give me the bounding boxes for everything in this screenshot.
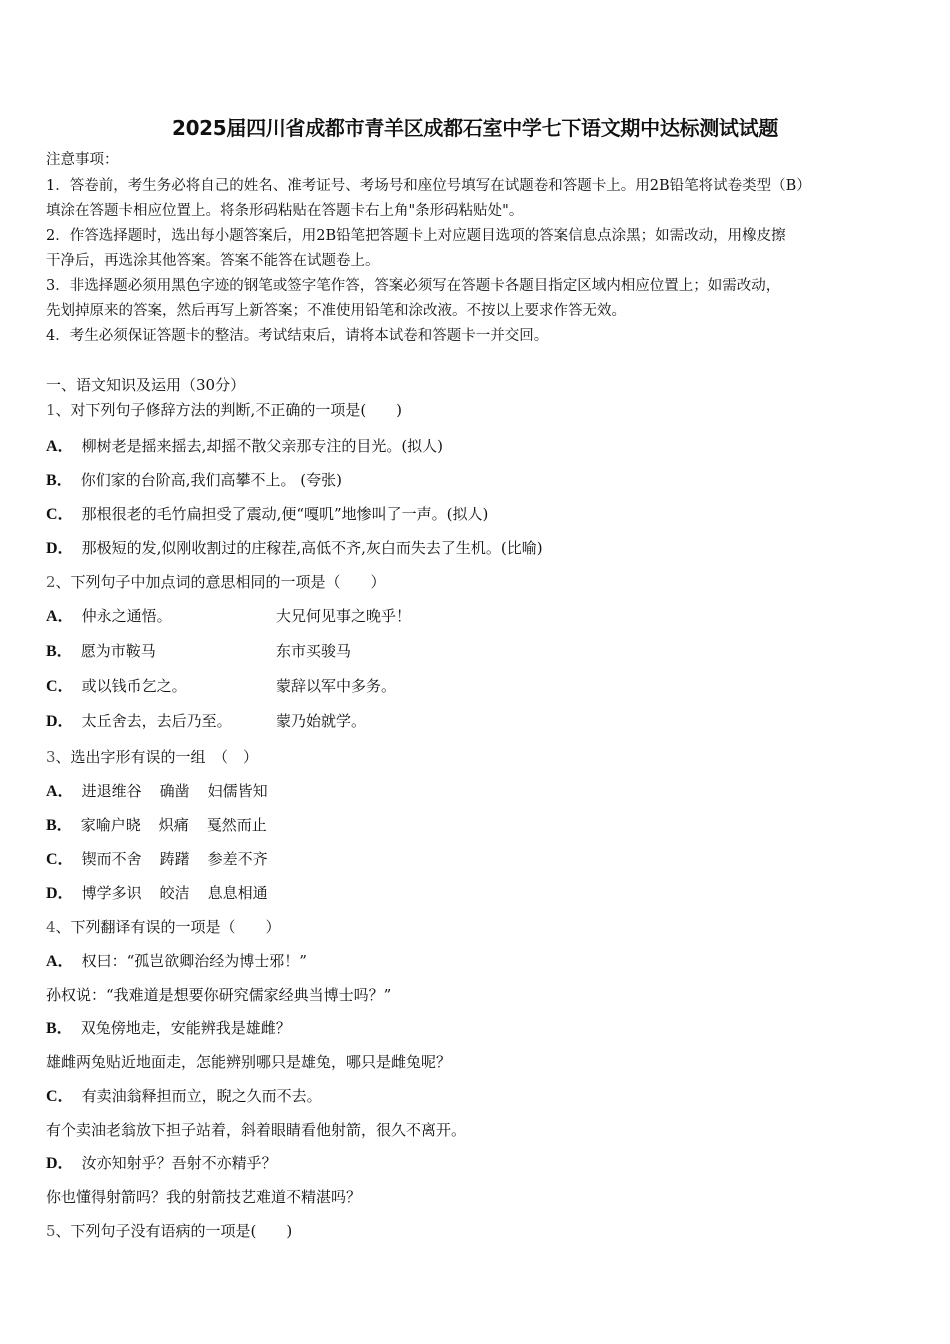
notice-line: 先划掉原来的答案，然后再写上新答案；不准使用铅笔和涂改液。不按以上要求作答无效。 (46, 303, 626, 319)
option-text: 汝亦知射乎？吾射不亦精乎？ (81, 1154, 277, 1172)
answer-option (46, 470, 342, 491)
question-number: 2 (46, 573, 56, 591)
option-text: 仲永之通悟。 (81, 607, 172, 625)
answer-option (46, 711, 232, 732)
option-label: D． (46, 885, 74, 902)
option-text: 有卖油翁释担而立，睨之久而不去。 (81, 1087, 322, 1105)
option-text-second: 蒙辞以军中多务。 (276, 677, 397, 695)
option-word: 进退维谷 (81, 782, 142, 800)
answer-option (46, 883, 268, 904)
option-text-second: 蒙乃始就学。 (276, 712, 367, 730)
answer-option (46, 781, 268, 802)
answer-option (46, 951, 307, 972)
option-label: B． (46, 817, 73, 834)
option-word: 家喻户晓 (80, 816, 141, 834)
option-label: D． (46, 713, 74, 730)
option-label: D． (46, 1155, 74, 1172)
answer-option (46, 1086, 322, 1107)
question-stem (46, 400, 402, 420)
answer-option (46, 1018, 291, 1039)
answer-option (46, 504, 488, 525)
option-label: B． (46, 643, 73, 660)
option-text: 你们家的台阶高,我们高攀不上。 (夸张) (80, 471, 342, 489)
option-text: 、对下列句子修辞方法的判断,不正确的一项是( ) (55, 401, 403, 419)
answer-option (46, 538, 543, 559)
option-label: A． (46, 608, 74, 625)
option-word: 踌躇 (159, 850, 190, 868)
option-label: A． (46, 953, 74, 970)
option-label: C． (46, 678, 74, 695)
answer-option (46, 815, 267, 836)
option-text: 雄雌两兔贴近地面走，怎能辨别哪只是雄兔，哪只是雌兔呢？ (46, 1053, 452, 1071)
question-number: 3 (46, 748, 56, 766)
option-text: 那根很老的毛竹扁担受了震动,便“嘎叽”地惨叫了一声。(拟人) (81, 505, 489, 523)
question-stem (46, 572, 386, 592)
option-label: A． (46, 783, 74, 800)
option-text: 或以钱币乞之。 (81, 677, 187, 695)
option-text: 、下列句子没有语病的一项是( ) (55, 1222, 293, 1240)
option-text: 你也懂得射箭吗？我的射箭技艺难道不精湛吗？ (46, 1188, 362, 1206)
option-word: 确凿 (159, 782, 190, 800)
answer-option (46, 676, 187, 697)
translation-line (46, 985, 391, 1005)
option-label: D． (46, 540, 74, 557)
option-word: 戛然而止 (206, 816, 267, 834)
notice-line: 填涂在答题卡相应位置上。将条形码粘贴在答题卡右上角"条形码粘贴处"。 (46, 203, 524, 219)
option-label: B． (46, 472, 73, 489)
option-word: 息息相通 (207, 884, 268, 902)
question-number: 1 (46, 401, 56, 419)
option-label: A． (46, 438, 74, 455)
option-text-second: 大兄何见事之晚乎！ (276, 607, 412, 625)
answer-option (46, 436, 443, 457)
answer-option (46, 606, 172, 627)
option-text: 、下列翻译有误的一项是（ ） (55, 918, 281, 936)
option-text: 柳树老是摇来摇去,却摇不散父亲那专注的目光。(拟人) (81, 437, 444, 455)
translation-line (46, 1187, 361, 1207)
translation-line (46, 1120, 466, 1140)
question-stem (46, 747, 258, 767)
option-word: 博学多识 (81, 884, 142, 902)
option-word: 锲而不舍 (81, 850, 142, 868)
option-text: 太丘舍去，去后乃至。 (81, 712, 232, 730)
option-label: C． (46, 506, 74, 523)
option-word: 炽痛 (158, 816, 189, 834)
option-text: 孙权说：“我难道是想要你研究儒家经典当博士吗？” (46, 986, 392, 1004)
option-text: 愿为市鞍马 (80, 642, 156, 660)
option-text: 、下列句子中加点词的意思相同的一项是（ ） (55, 573, 386, 591)
answer-option (46, 849, 268, 870)
option-label: C． (46, 851, 74, 868)
question-number: 5 (46, 1222, 56, 1240)
option-text: 双兔傍地走，安能辨我是雄雌？ (80, 1019, 291, 1037)
answer-option (46, 1153, 277, 1174)
notice-line: 2．作答选择题时，选出每小题答案后，用2B铅笔把答题卡上对应题目选项的答案信息点涂黑；如需改动，用橡皮擦 (46, 228, 786, 244)
option-text-second: 东市买骏马 (276, 642, 352, 660)
option-text: 那极短的发,似刚收割过的庄稼茬,高低不齐,灰白而失去了生机。(比喻) (81, 539, 543, 557)
notice-line: 干净后，再选涂其他答案。答案不能答在试题卷上。 (46, 253, 380, 269)
section-heading: 一、语文知识及运用（30分） (46, 376, 246, 394)
option-word: 参差不齐 (207, 850, 268, 868)
notice-line: 3．非选择题必须用黑色字迹的钢笔或签字笔作答，答案必须写在答题卡各题目指定区域内相应位置上；如需改动， (46, 278, 781, 294)
notice-line: 注意事项： (46, 152, 119, 168)
option-label: C． (46, 1088, 74, 1105)
option-text: 、选出字形有误的一组 （ ） (55, 748, 259, 766)
option-word: 妇儒皆知 (207, 782, 268, 800)
answer-option (46, 641, 156, 662)
option-word: 皎洁 (159, 884, 190, 902)
notice-line: 1．答卷前，考生务必将自己的姓名、准考证号、考场号和座位号填写在试题卷和答题卡上。用2B铅笔将试卷类型（B） (46, 178, 811, 194)
notice-line: 4．考生必须保证答题卡的整洁。考试结束后，请将本试卷和答题卡一并交回。 (46, 328, 549, 344)
document-title: 2025届四川省成都市青羊区成都石室中学七下语文期中达标测试试题 (171, 116, 779, 140)
question-number: 4 (46, 918, 56, 936)
translation-line (46, 1052, 451, 1072)
question-stem (46, 917, 281, 937)
question-stem (46, 1221, 292, 1241)
option-text: 有个卖油老翁放下担子站着，斜着眼睛看他射箭，很久不离开。 (46, 1121, 467, 1139)
option-label: B． (46, 1020, 73, 1037)
option-text: 权曰：“孤岂欲卿治经为博士邪！” (81, 952, 307, 970)
